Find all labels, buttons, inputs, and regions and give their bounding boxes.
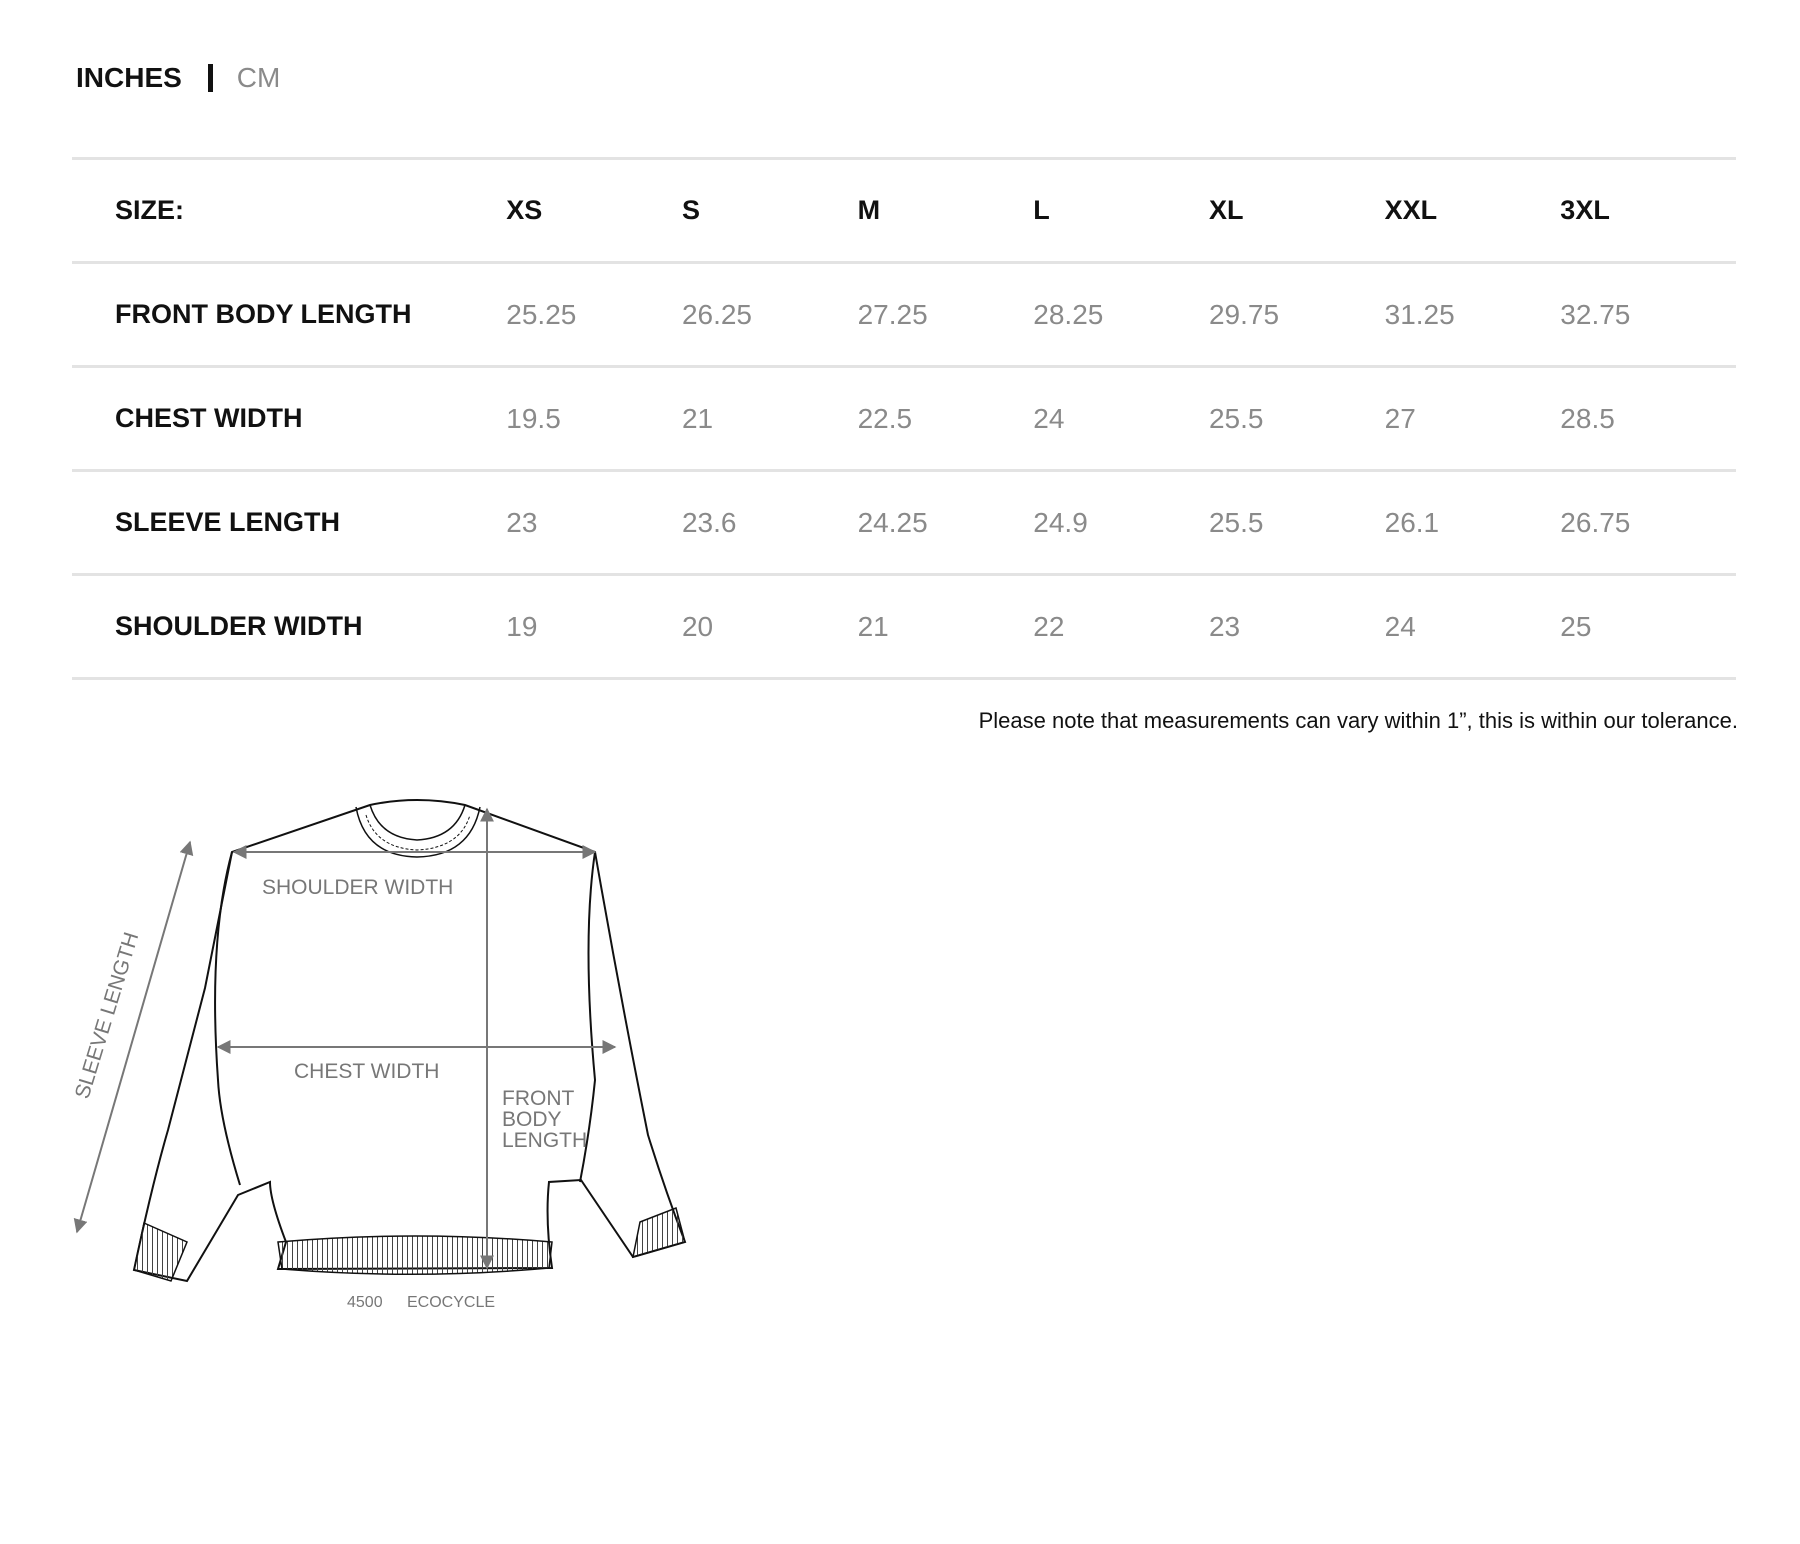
tolerance-note: Please note that measurements can vary within 1”, this is within our tolerance. — [978, 708, 1738, 733]
table-row-chest-width — [72, 365, 1736, 469]
table-cell: 20 — [681, 610, 714, 642]
front-body-length-label-1: FRONT — [502, 1087, 575, 1110]
size-column-header: 3XL — [1560, 195, 1610, 225]
table-cell: 19 — [506, 610, 538, 642]
table-cell: 22 — [1033, 610, 1065, 642]
unit-cm-tab[interactable]: CM — [236, 62, 281, 93]
sweatshirt-measurement-diagram — [60, 790, 740, 1330]
table-row-sleeve-length — [72, 469, 1736, 573]
table-cell: 23 — [506, 506, 538, 538]
table-cell: 23.6 — [681, 506, 737, 538]
table-cell: 27.25 — [857, 298, 928, 330]
table-cell: 24 — [1033, 402, 1065, 434]
shoulder-width-label: SHOULDER WIDTH — [262, 876, 454, 899]
table-cell: 31.25 — [1384, 298, 1455, 330]
unit-inches-tab[interactable]: INCHES — [76, 62, 182, 93]
style-name: ECOCYCLE — [407, 1294, 496, 1311]
size-header-label: SIZE: — [115, 195, 185, 225]
table-row-shoulder-width — [72, 573, 1736, 680]
size-chart-table — [72, 157, 1736, 680]
size-column-header: XL — [1208, 195, 1244, 225]
table-cell: 25.5 — [1208, 402, 1264, 434]
front-body-length-label-2: BODY — [502, 1108, 562, 1131]
table-cell: 27 — [1384, 402, 1416, 434]
style-number: 4500 — [347, 1294, 383, 1311]
table-cell: 24.9 — [1033, 506, 1088, 538]
table-cell: 28.25 — [1033, 298, 1104, 330]
table-cell: 23 — [1208, 610, 1241, 642]
table-cell: 29.75 — [1208, 298, 1280, 330]
table-cell: 24.25 — [857, 506, 928, 538]
row-label: SLEEVE LENGTH — [115, 507, 341, 537]
table-cell: 24 — [1384, 610, 1416, 642]
table-cell: 26.25 — [681, 298, 753, 330]
table-header-row — [72, 157, 1736, 261]
unit-divider — [208, 64, 213, 92]
table-row-front-body-length — [72, 261, 1736, 365]
size-column-header: XXL — [1384, 195, 1438, 225]
table-cell: 32.75 — [1560, 298, 1631, 330]
size-column-header: S — [681, 195, 700, 225]
front-body-length-label-3: LENGTH — [502, 1129, 588, 1152]
size-column-header: XS — [506, 195, 543, 225]
sweatshirt-rib-cuffs — [134, 1208, 685, 1281]
sleeve-length-label: SLEEVE LENGTH — [70, 929, 144, 1102]
row-label: SHOULDER WIDTH — [115, 611, 363, 641]
table-cell: 25.5 — [1208, 506, 1264, 538]
table-cell: 26.75 — [1560, 506, 1631, 538]
size-column-header: L — [1033, 195, 1050, 225]
table-cell: 25.25 — [506, 298, 577, 330]
table-cell: 19.5 — [506, 402, 561, 434]
sweatshirt-outline — [134, 800, 685, 1281]
table-cell: 28.5 — [1560, 402, 1615, 434]
unit-toggle — [76, 62, 280, 94]
table-cell: 21 — [681, 402, 714, 434]
table-cell: 22.5 — [857, 402, 913, 434]
table-cell: 21 — [857, 610, 889, 642]
row-label: FRONT BODY LENGTH — [115, 299, 412, 329]
size-column-header: M — [857, 195, 881, 225]
chest-width-label: CHEST WIDTH — [294, 1060, 440, 1083]
row-label: CHEST WIDTH — [115, 403, 303, 433]
table-cell: 26.1 — [1384, 506, 1440, 538]
table-cell: 25 — [1560, 610, 1592, 642]
